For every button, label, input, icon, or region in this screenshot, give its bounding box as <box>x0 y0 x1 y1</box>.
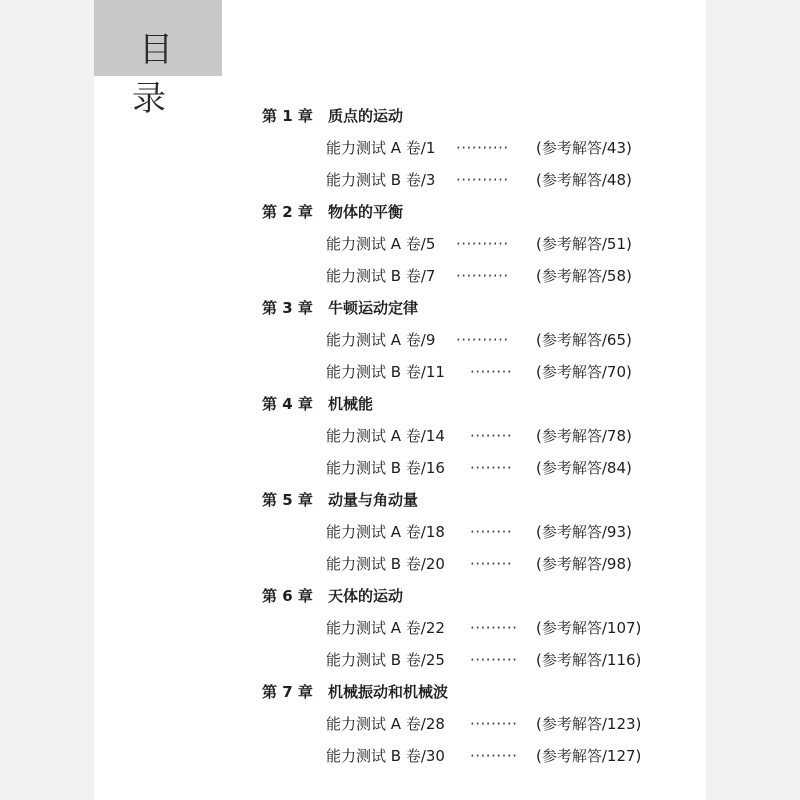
dot-leader: ·········· <box>456 139 509 157</box>
entry-label: 能力测试 A 卷/1 <box>326 139 436 157</box>
entry-label: 能力测试 A 卷/9 <box>326 331 436 349</box>
answer-reference: (参考解答/93) <box>536 523 632 541</box>
dot-leader: ········ <box>470 427 513 445</box>
entry-label: 能力测试 A 卷/22 <box>326 619 445 637</box>
answer-reference: (参考解答/48) <box>536 171 632 189</box>
toc-entry[interactable] <box>326 358 646 386</box>
toc-entry[interactable] <box>326 614 646 642</box>
dot-leader: ·········· <box>456 267 509 285</box>
toc-entry[interactable] <box>326 454 646 482</box>
dot-leader: ·········· <box>456 235 509 253</box>
toc-entry[interactable] <box>326 518 646 546</box>
entry-label: 能力测试 B 卷/20 <box>326 555 445 573</box>
entry-label: 能力测试 B 卷/30 <box>326 747 445 765</box>
answer-reference: (参考解答/116) <box>536 651 642 669</box>
toc-entry[interactable] <box>326 422 646 450</box>
chapter-title: 牛顿运动定律 <box>328 299 419 317</box>
dot-leader: ········ <box>470 363 513 381</box>
dot-leader: ········ <box>470 555 513 573</box>
answer-reference: (参考解答/84) <box>536 459 632 477</box>
answer-reference: (参考解答/58) <box>536 267 632 285</box>
entry-label: 能力测试 A 卷/14 <box>326 427 445 445</box>
chapter-heading <box>262 198 403 226</box>
toc-entry[interactable] <box>326 230 646 258</box>
chapter-number: 第 1 章 <box>262 107 313 125</box>
chapter-title: 动量与角动量 <box>328 491 419 509</box>
entry-label: 能力测试 B 卷/16 <box>326 459 445 477</box>
answer-reference: (参考解答/70) <box>536 363 632 381</box>
chapter-title: 机械能 <box>328 395 374 413</box>
chapter-number: 第 5 章 <box>262 491 313 509</box>
answer-reference: (参考解答/51) <box>536 235 632 253</box>
toc-entry[interactable] <box>326 134 646 162</box>
dot-leader: ·········· <box>456 331 509 349</box>
chapter-number: 第 3 章 <box>262 299 313 317</box>
chapter-heading <box>262 582 403 610</box>
answer-reference: (参考解答/107) <box>536 619 642 637</box>
dot-leader: ·········· <box>456 171 509 189</box>
answer-reference: (参考解答/43) <box>536 139 632 157</box>
toc-entry[interactable] <box>326 742 646 770</box>
chapter-heading <box>262 294 418 322</box>
entry-label: 能力测试 A 卷/5 <box>326 235 436 253</box>
toc-entry[interactable] <box>326 262 646 290</box>
toc-entry[interactable] <box>326 710 646 738</box>
chapter-heading <box>262 486 418 514</box>
chapter-title: 物体的平衡 <box>328 203 404 221</box>
entry-label: 能力测试 B 卷/7 <box>326 267 436 285</box>
chapter-number: 第 2 章 <box>262 203 313 221</box>
page-title: 目 录 <box>132 30 191 119</box>
chapter-title: 天体的运动 <box>328 587 404 605</box>
answer-reference: (参考解答/127) <box>536 747 642 765</box>
chapter-heading <box>262 102 403 130</box>
toc-entry[interactable] <box>326 326 646 354</box>
dot-leader: ········· <box>470 747 518 765</box>
entry-label: 能力测试 B 卷/3 <box>326 171 436 189</box>
entry-label: 能力测试 B 卷/11 <box>326 363 445 381</box>
chapter-title: 机械振动和机械波 <box>328 683 449 701</box>
answer-reference: (参考解答/123) <box>536 715 642 733</box>
dot-leader: ········· <box>470 651 518 669</box>
chapter-title: 质点的运动 <box>328 107 404 125</box>
chapter-number: 第 7 章 <box>262 683 313 701</box>
answer-reference: (参考解答/98) <box>536 555 632 573</box>
answer-reference: (参考解答/78) <box>536 427 632 445</box>
toc-entry[interactable] <box>326 166 646 194</box>
entry-label: 能力测试 B 卷/25 <box>326 651 445 669</box>
toc-entry[interactable] <box>326 550 646 578</box>
entry-label: 能力测试 A 卷/18 <box>326 523 445 541</box>
answer-reference: (参考解答/65) <box>536 331 632 349</box>
entry-label: 能力测试 A 卷/28 <box>326 715 445 733</box>
chapter-heading <box>262 390 373 418</box>
dot-leader: ········· <box>470 619 518 637</box>
dot-leader: ········ <box>470 459 513 477</box>
chapter-heading <box>262 678 448 706</box>
chapter-number: 第 6 章 <box>262 587 313 605</box>
chapter-number: 第 4 章 <box>262 395 313 413</box>
toc-entry[interactable] <box>326 646 646 674</box>
dot-leader: ········ <box>470 523 513 541</box>
dot-leader: ········· <box>470 715 518 733</box>
